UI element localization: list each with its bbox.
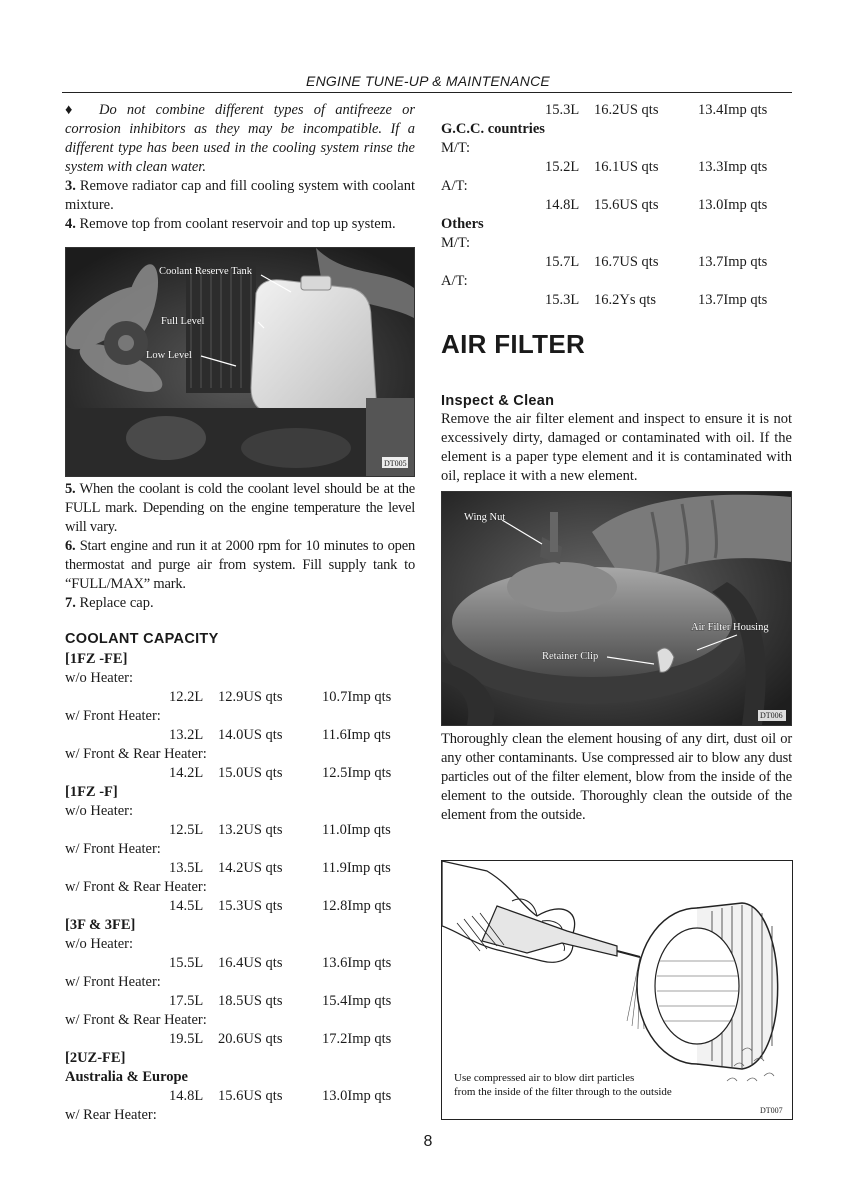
figure-code-dt007: DT007 [760, 1106, 783, 1115]
coolant-tank-photo [65, 247, 415, 477]
capacity-litres: 12.2L [169, 689, 204, 705]
capacity-condition-label: w/ Front & Rear Heater: [65, 746, 207, 762]
capacity-litres: 13.5L [169, 860, 204, 876]
capacity-imp-qts: 13.7Imp qts [698, 254, 768, 270]
compressed-air-illustration-art [442, 861, 792, 1119]
capacity-litres: 15.3L [545, 102, 580, 118]
capacity-group-heading: Australia & Europe [65, 1069, 188, 1085]
coolant-capacity-list-continued [441, 101, 792, 310]
step-5 [65, 480, 415, 537]
figure-code-dt005: DT005 [384, 459, 407, 468]
capacity-condition-label: w/ Front Heater: [65, 708, 161, 724]
capacity-imp-qts: 13.0Imp qts [322, 1088, 392, 1104]
header-rule [62, 92, 792, 93]
capacity-us-qts: 13.2US qts [218, 822, 283, 838]
capacity-us-qts: 20.6US qts [218, 1031, 283, 1047]
coolant-capacity-heading: COOLANT CAPACITY [65, 631, 219, 647]
capacity-value-row [65, 726, 415, 745]
capacity-value-row [65, 764, 415, 783]
step-7-text: Replace cap. [75, 595, 154, 611]
step-6-number: 6. [65, 538, 76, 554]
page-number: 8 [423, 1133, 433, 1150]
capacity-litres: 15.7L [545, 254, 580, 270]
capacity-group-heading: [1FZ -FE] [65, 651, 128, 667]
label-air-filter-housing: Air Filter Housing [691, 622, 769, 633]
coolant-capacity-list [65, 650, 415, 1125]
capacity-value-row [441, 101, 792, 120]
step-4-text: Remove top from coolant reservoir and top up system. [75, 216, 396, 232]
inspect-clean-heading: Inspect & Clean [441, 393, 555, 409]
capacity-litres: 14.8L [545, 197, 580, 213]
capacity-condition-label: w/o Heater: [65, 936, 134, 952]
capacity-imp-qts: 11.0Imp qts [322, 822, 391, 838]
capacity-us-qts: 15.6US qts [218, 1088, 283, 1104]
capacity-imp-qts: 13.7Imp qts [698, 292, 768, 308]
capacity-condition-label: w/ Front Heater: [65, 974, 161, 990]
label-retainer-clip: Retainer Clip [542, 651, 599, 662]
step-4 [65, 215, 415, 234]
capacity-group-heading: [3F & 3FE] [65, 917, 136, 933]
capacity-value-row [65, 992, 415, 1011]
capacity-litres: 12.5L [169, 822, 204, 838]
left-column-top [65, 101, 415, 234]
capacity-condition-label: w/ Front & Rear Heater: [65, 879, 207, 895]
capacity-litres: 17.5L [169, 993, 204, 1009]
capacity-condition-label: A/T: [441, 178, 468, 194]
label-coolant-reserve-tank: Coolant Reserve Tank [159, 266, 252, 277]
capacity-condition-label: M/T: [441, 235, 471, 251]
step-4-number: 4. [65, 216, 76, 232]
label-full-level: Full Level [161, 316, 205, 327]
capacity-litres: 15.2L [545, 159, 580, 175]
capacity-imp-qts: 12.5Imp qts [322, 765, 392, 781]
capacity-condition-label: w/ Rear Heater: [65, 1107, 157, 1123]
capacity-value-row [65, 821, 415, 840]
warning-paragraph [65, 101, 415, 177]
capacity-litres: 15.5L [169, 955, 204, 971]
clean-paragraph [441, 730, 792, 825]
capacity-imp-qts: 15.4Imp qts [322, 993, 392, 1009]
compressed-air-illustration [441, 860, 793, 1120]
capacity-us-qts: 16.7US qts [594, 254, 659, 270]
capacity-value-row [65, 1030, 415, 1049]
capacity-us-qts: 14.2US qts [218, 860, 283, 876]
capacity-value-row [65, 859, 415, 878]
capacity-condition-label: w/ Front Heater: [65, 841, 161, 857]
capacity-us-qts: 18.5US qts [218, 993, 283, 1009]
capacity-value-row [441, 253, 792, 272]
capacity-litres: 14.2L [169, 765, 204, 781]
step-3-text: Remove radiator cap and fill cooling system with coolant mixture. [65, 178, 415, 213]
step-7 [65, 594, 415, 613]
left-column-steps [65, 480, 415, 613]
capacity-value-row [441, 196, 792, 215]
capacity-imp-qts: 13.4Imp qts [698, 102, 768, 118]
capacity-condition-label: A/T: [441, 273, 468, 289]
running-header: ENGINE TUNE-UP & MAINTENANCE [306, 73, 550, 89]
capacity-group-heading: G.C.C. countries [441, 121, 545, 137]
warning-text: Do not combine different types of antifreeze or corrosion inhibitors as they may be incompatible. If a different type has been used in the cooling system rinse the system with clean water. [65, 102, 415, 175]
capacity-litres: 14.5L [169, 898, 204, 914]
capacity-us-qts: 16.1US qts [594, 159, 659, 175]
capacity-litres: 19.5L [169, 1031, 204, 1047]
capacity-value-row [441, 158, 792, 177]
capacity-value-row [65, 1087, 415, 1106]
figure-code-dt006: DT006 [760, 711, 783, 720]
inspect-text: Remove the air filter element and inspect to ensure it is not excessively dirty, damaged or contaminated with oil. If the element is a paper type element and it is contaminated with oil, replace it with a new element. [441, 411, 792, 484]
step-6 [65, 537, 415, 594]
capacity-imp-qts: 11.6Imp qts [322, 727, 391, 743]
air-filter-photo [441, 491, 792, 726]
capacity-group-heading: Others [441, 216, 484, 232]
capacity-group-heading: [1FZ -F] [65, 784, 118, 800]
capacity-litres: 15.3L [545, 292, 580, 308]
capacity-condition-label: M/T: [441, 140, 471, 156]
label-low-level: Low Level [146, 350, 192, 361]
capacity-us-qts: 15.0US qts [218, 765, 283, 781]
capacity-us-qts: 16.2US qts [594, 102, 659, 118]
capacity-value-row [65, 688, 415, 707]
step-3 [65, 177, 415, 215]
step-5-number: 5. [65, 481, 76, 497]
capacity-value-row [65, 897, 415, 916]
air-filter-photo-art [442, 492, 791, 725]
capacity-condition-label: w/o Heater: [65, 803, 134, 819]
capacity-value-row [65, 954, 415, 973]
illustration-caption-line-1: Use compressed air to blow dirt particles [454, 1072, 635, 1084]
capacity-us-qts: 16.2Ys qts [594, 292, 657, 308]
illustration-caption-line-2: from the inside of the filter through to the outside [454, 1086, 672, 1098]
capacity-imp-qts: 17.2Imp qts [322, 1031, 392, 1047]
step-3-number: 3. [65, 178, 76, 194]
step-5-text: When the coolant is cold the coolant level should be at the FULL mark. Depending on the engine temperature the level will vary. [65, 481, 415, 535]
inspect-paragraph [441, 410, 792, 486]
clean-text: Thoroughly clean the element housing of any dirt, dust oil or any other contaminants. Use compressed air to blow any dust particles out of the filter element, blow from the inside of the element to the outside. Thoroughly clean the outside of the element from the outside. [441, 731, 792, 823]
diamond-bullet-icon: ♦ [65, 102, 79, 118]
capacity-us-qts: 15.3US qts [218, 898, 283, 914]
capacity-us-qts: 16.4US qts [218, 955, 283, 971]
capacity-imp-qts: 13.6Imp qts [322, 955, 392, 971]
capacity-imp-qts: 11.9Imp qts [322, 860, 391, 876]
capacity-litres: 14.8L [169, 1088, 204, 1104]
capacity-litres: 13.2L [169, 727, 204, 743]
capacity-us-qts: 12.9US qts [218, 689, 283, 705]
capacity-condition-label: w/ Front & Rear Heater: [65, 1012, 207, 1028]
capacity-group-heading: [2UZ-FE] [65, 1050, 126, 1066]
capacity-imp-qts: 12.8Imp qts [322, 898, 392, 914]
coolant-tank-photo-art [66, 248, 414, 476]
capacity-imp-qts: 13.3Imp qts [698, 159, 768, 175]
air-filter-heading: AIR FILTER [441, 329, 586, 359]
capacity-imp-qts: 13.0Imp qts [698, 197, 768, 213]
label-wing-nut: Wing Nut [464, 512, 506, 523]
step-6-text: Start engine and run it at 2000 rpm for 10 minutes to open thermostat and purge air from system. Fill supply tank to “FULL/MAX” mark. [65, 538, 415, 592]
capacity-condition-label: w/o Heater: [65, 670, 134, 686]
step-7-number: 7. [65, 595, 76, 611]
capacity-us-qts: 15.6US qts [594, 197, 659, 213]
capacity-imp-qts: 10.7Imp qts [322, 689, 392, 705]
capacity-us-qts: 14.0US qts [218, 727, 283, 743]
capacity-value-row [441, 291, 792, 310]
